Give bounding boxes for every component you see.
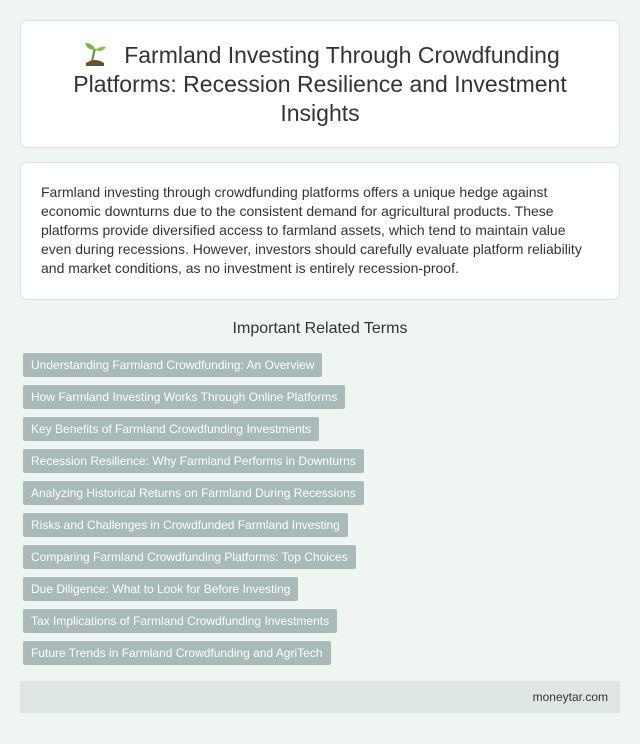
related-term-tag[interactable]: Tax Implications of Farmland Crowdfunding Investments bbox=[23, 609, 337, 633]
related-term-tag[interactable]: Future Trends in Farmland Crowdfunding and AgriTech bbox=[23, 641, 331, 665]
title-card bbox=[20, 20, 620, 148]
related-terms-heading: Important Related Terms bbox=[232, 320, 408, 337]
related-term-tag[interactable]: Key Benefits of Farmland Crowdfunding Investments bbox=[23, 417, 319, 441]
related-term-tag[interactable]: Risks and Challenges in Crowdfunded Farmland Investing bbox=[23, 513, 348, 537]
related-term-tag[interactable]: Analyzing Historical Returns on Farmland During Recessions bbox=[23, 481, 364, 505]
related-term-tag[interactable]: Recession Resilience: Why Farmland Performs in Downturns bbox=[23, 449, 364, 473]
page-title-text: Farmland Investing Through Crowdfunding Platforms: Recession Resilience and Investment Insights bbox=[73, 41, 567, 126]
summary-text: Farmland investing through crowdfunding platforms offers a unique hedge against economic downturns due to the consistent demand for agricultural products. These platforms provide diversified access to farmland assets, which tend to maintain value even during recessions. However, investors should carefully evaluate platform reliability and market conditions, as no investment is entirely recession-proof. bbox=[41, 184, 582, 276]
related-term-tag[interactable]: Understanding Farmland Crowdfunding: An Overview bbox=[23, 353, 322, 377]
related-term-tag[interactable]: Comparing Farmland Crowdfunding Platforms: Top Choices bbox=[23, 545, 356, 569]
related-term-tag[interactable]: How Farmland Investing Works Through Online Platforms bbox=[23, 385, 345, 409]
sprout-icon bbox=[80, 42, 110, 66]
page-title bbox=[21, 41, 619, 128]
footer bbox=[20, 681, 620, 713]
summary-card bbox=[20, 162, 620, 300]
related-terms-list bbox=[23, 353, 623, 673]
related-term-tag[interactable]: Due Diligence: What to Look for Before Investing bbox=[23, 577, 298, 601]
footer-site-link[interactable]: moneytar.com bbox=[532, 690, 608, 704]
